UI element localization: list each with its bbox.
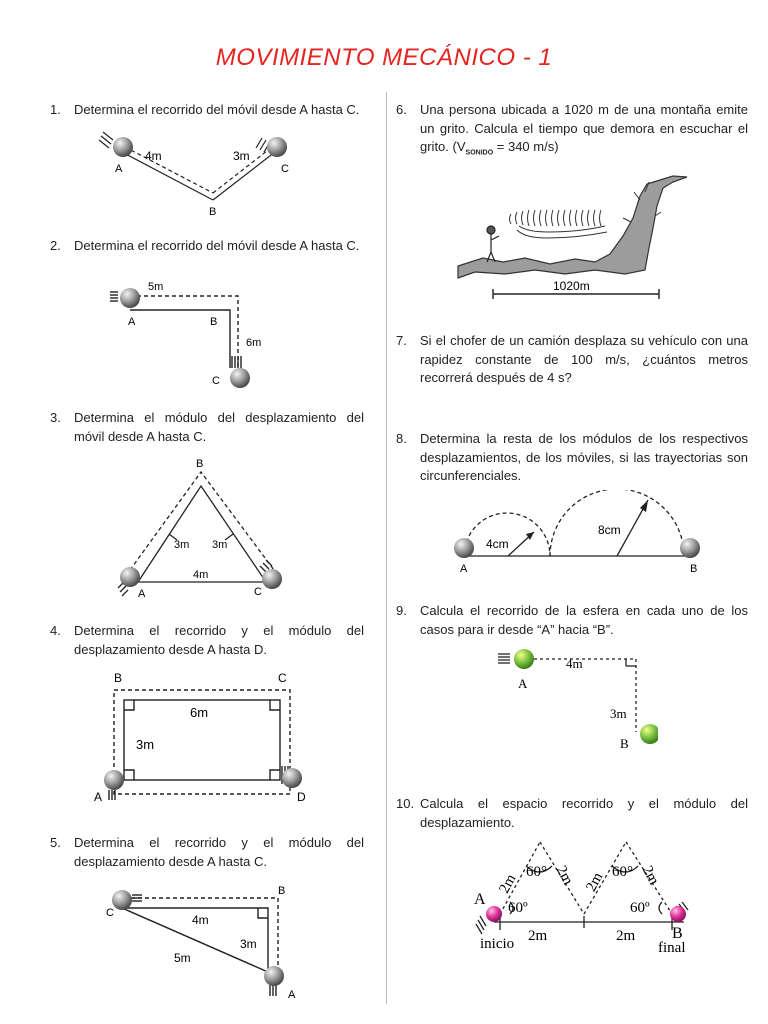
question-number: 7. — [396, 333, 407, 348]
question-6 — [396, 101, 748, 161]
question-text: Determina el recorrido del móvil desde A hasta C. — [74, 102, 360, 117]
length-ab: 5m — [148, 281, 164, 293]
label-c: C — [106, 907, 114, 919]
question-7 — [396, 332, 748, 392]
ball-b — [670, 906, 686, 922]
question-1 — [50, 101, 364, 121]
ball-a — [120, 567, 140, 587]
question-text: Determina el recorrido del móvil desde A hasta C. — [74, 238, 360, 253]
question-number: 5. — [50, 835, 61, 850]
ball-b — [640, 724, 658, 744]
end-label: final — [658, 940, 686, 954]
distance-label: 1020m — [553, 279, 590, 293]
length-bc: 3m — [233, 149, 250, 163]
figure-10 — [466, 834, 716, 954]
length-ca: 5m — [174, 951, 191, 965]
column-divider — [386, 92, 387, 1004]
label-d: D — [297, 790, 306, 804]
label-b: B — [690, 563, 698, 575]
label-a: A — [115, 163, 123, 175]
question-text: Una persona ubicada a 1020 m de una montaña emite un grito. Calcula el tiempo que demora en escuchar el grito. — [420, 102, 748, 154]
label-b: B — [278, 885, 286, 897]
angle-top-2: 60° — [612, 864, 633, 880]
question-text: Determina la resta de los módulos de los respectivos desplazamientos, de los móviles, si las trayectorias son circunferenciales. — [420, 431, 748, 483]
label-b: B — [672, 925, 683, 942]
angle-left: 60º — [508, 900, 528, 916]
length-ac: 4m — [193, 569, 209, 581]
start-label: inicio — [480, 936, 515, 952]
label-c: C — [281, 163, 289, 175]
radius-2: 8cm — [598, 523, 621, 537]
question-text: Calcula el espacio recorrido y el módulo del desplazamiento. — [420, 796, 748, 830]
label-b: B — [114, 671, 123, 685]
question-text: Determina el recorrido y el módulo del desplazamiento desde A hasta D. — [74, 623, 364, 657]
question-8 — [396, 430, 748, 490]
figure-5 — [102, 880, 312, 1004]
length-width: 6m — [190, 705, 209, 720]
label-a: A — [474, 891, 486, 908]
figure-3 — [110, 454, 300, 604]
figure-2 — [108, 276, 268, 390]
label-b: B — [210, 316, 218, 328]
label-a: A — [288, 989, 296, 1001]
question-number: 9. — [396, 603, 407, 618]
question-number: 10. — [396, 796, 415, 811]
radius-1: 4cm — [486, 537, 509, 551]
length-bc: 3m — [212, 539, 228, 551]
ball-b — [680, 538, 700, 558]
question-number: 3. — [50, 410, 61, 425]
ball-a — [113, 137, 133, 157]
question-text: Determina el módulo del desplazamiento del móvil desde A hasta C. — [74, 410, 364, 444]
ball-a — [104, 770, 124, 790]
ball-a — [120, 288, 140, 308]
label-a: A — [138, 588, 146, 600]
question-number: 2. — [50, 238, 61, 253]
person-icon — [487, 226, 499, 262]
sound-subscript: SONIDO — [465, 149, 494, 157]
sound-speed-prefix: (V — [452, 139, 466, 154]
figure-4 — [92, 668, 312, 806]
question-number: 4. — [50, 623, 61, 638]
length-ab: 3m — [174, 539, 190, 551]
ball-c — [230, 368, 250, 388]
sound-waves-icon — [510, 210, 608, 238]
label-c: C — [254, 586, 262, 598]
question-5 — [50, 834, 364, 874]
ball-a — [514, 649, 534, 669]
figure-6 — [455, 166, 700, 304]
question-4 — [50, 622, 364, 662]
length-bc: 6m — [246, 337, 262, 349]
ball-a — [486, 906, 502, 922]
length-height: 3m — [136, 737, 155, 752]
label-b: B — [209, 206, 217, 218]
ball-d — [282, 768, 302, 788]
length-ba: 3m — [240, 937, 257, 951]
question-10 — [396, 795, 748, 835]
label-a: A — [518, 676, 528, 691]
question-number: 8. — [396, 431, 407, 446]
base-2: 2m — [616, 928, 636, 944]
question-number: 1. — [50, 102, 61, 117]
ball-c — [262, 569, 282, 589]
side-4: 2m — [638, 863, 662, 888]
label-c: C — [212, 375, 220, 387]
question-number: 6. — [396, 102, 407, 117]
angle-right: 60º — [630, 900, 650, 916]
ball-a — [264, 966, 284, 986]
figure-9 — [488, 648, 658, 752]
page-title: MOVIMIENTO MECÁNICO - 1 — [215, 44, 553, 71]
ball-c — [112, 890, 132, 910]
question-text: Calcula el recorrido de la esfera en cada uno de los casos para ir desde “A” hacia “B”. — [420, 603, 748, 637]
ball-c — [267, 137, 287, 157]
label-b: B — [620, 736, 629, 751]
sound-speed-value: = 340 m/s) — [493, 139, 559, 154]
side-1: 2m — [496, 871, 520, 897]
angle-top-1: 60° — [526, 864, 547, 880]
length-bc: 3m — [610, 706, 627, 721]
figure-8 — [450, 490, 708, 578]
question-2 — [50, 237, 364, 257]
length-ab: 4m — [566, 656, 583, 671]
label-a: A — [128, 316, 136, 328]
ball-a — [454, 538, 474, 558]
label-a: A — [94, 790, 103, 804]
question-text: Determina el recorrido y el módulo del desplazamiento desde A hasta C. — [74, 835, 364, 869]
side-2: 2m — [552, 863, 576, 888]
side-3: 2m — [583, 869, 607, 895]
length-ab: 4m — [145, 149, 162, 163]
question-text: Si el chofer de un camión desplaza su vehículo con una rapidez constante de 100 m/s, ¿cuántos metros recorrerá después de 4 s? — [420, 333, 748, 385]
question-9 — [396, 602, 748, 642]
label-a: A — [460, 563, 468, 575]
length-cb: 4m — [192, 913, 209, 927]
figure-1 — [95, 128, 305, 220]
label-b: B — [196, 458, 204, 470]
question-3 — [50, 409, 364, 449]
label-c: C — [278, 671, 287, 685]
base-1: 2m — [528, 928, 548, 944]
